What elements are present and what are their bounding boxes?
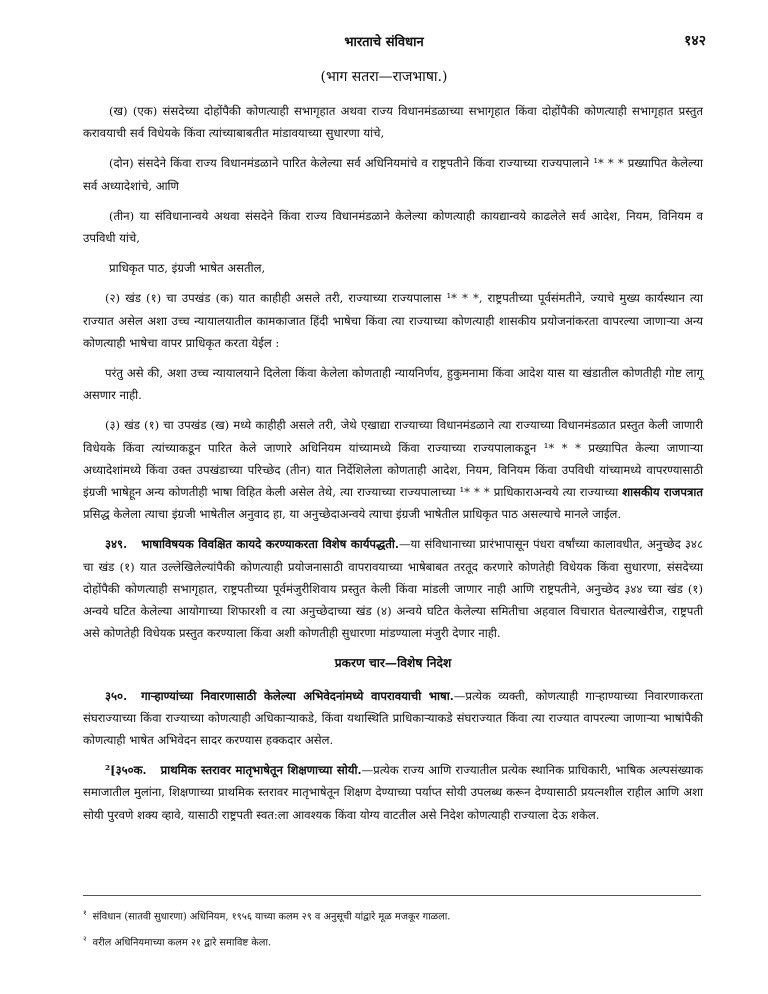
footnote-1 bbox=[83, 902, 703, 928]
article-350 bbox=[83, 685, 703, 752]
page-number: १४२ bbox=[684, 33, 706, 49]
clause-3-text-a: (३) खंड (१) चा उपखंड (ख) मध्ये काहीही असले तरी, जेथे एखाद्या राज्याच्या विधानमंडळाने त्या राज्याच्या विधानमंडळात प्रस्तुत केली जाणारी विधेयके किंवा त्यांच्याकडून पारित केले जाणारे अधिनियम यांच्यामध्ये किंवा राज्याच्या राज्यपालाकडून ¹* * * प्रख्यापित केल्या जाणाऱ्या अध्यादेशांमध्ये किंवा उक्त उपखंडाच्या परिच्छेद (तीन) यात निर्देशिलेला कोणताही आदेश, नियम, विनियम किंवा उपविधी यांच्यामध्ये वापरण्यासाठी इंग्रजी भाषेहून अन्य कोणतीही भाषा विहित केली असेल तेथे, त्या राज्याच्या राज्यपालाच्या ¹* * * प्राधिकाराअन्वये त्या राज्याच्या bbox=[83, 418, 703, 500]
running-title: भारताचे संविधान bbox=[344, 35, 424, 50]
proviso: परंतु असे की, अशा उच्च न्यायालयाने दिलेला किंवा केलेला कोणताही न्यायनिर्णय, हुकुमनामा किंवा आदेश यास या खंडातील कोणतीही गोष्ट लागू असणार नाही. bbox=[83, 366, 703, 403]
clause-1b-ii: (दोन) संसदेने किंवा राज्य विधानमंडळाने पारित केलेल्या सर्व अधिनियमांचे व राष्ट्रपतीने किंवा राज्याच्या राज्यपालाने ¹* * * प्रख्यापित केलेल्या सर्व अध्यादेशांचे, आणि bbox=[83, 156, 703, 193]
article-350-title: गाऱ्हाण्यांच्या निवारणासाठी केलेल्या अभिवेदनांमध्ये वापरावयाची भाषा. bbox=[141, 688, 454, 703]
clause-2: (२) खंड (१) चा उपखंड (क) यात काहीही असले तरी, राज्याच्या राज्यपालास ¹* * *, राष्ट्रपतीच्या पूर्वसंमतीने, ज्याचे मुख्य कार्यस्थान त्या राज्यात असेल अशा उच्च न्यायालयातील कामकाजात हिंदी भाषेचा किंवा त्या राज्याच्या कोणत्याही शासकीय प्रयोजनांकरता वापरल्या जाणाऱ्या अन्य कोणत्याही भाषेचा वापर प्राधिकृत करता येईल : bbox=[83, 291, 703, 350]
footnotes bbox=[83, 902, 703, 955]
article-349-title: भाषाविषयक विवक्षित कायदे करण्याकरता विशेष कार्यपद्धती. bbox=[141, 537, 399, 552]
article-350-number: ३५०. bbox=[105, 688, 128, 703]
part-heading: (भाग सतरा—राजभाषा.) bbox=[320, 69, 448, 85]
footnote-1-text: संविधान (सातवी सुधारणा) अधिनियम, १९५६ याच्या कलम २९ व अनुसूची यांद्वारे मूळ मजकूर गाळला. bbox=[92, 911, 451, 923]
footnote-divider bbox=[83, 895, 701, 896]
footnote-1-mark: १ bbox=[83, 909, 87, 917]
article-350a-number: ²[३५०क. bbox=[105, 763, 147, 778]
article-349 bbox=[83, 533, 703, 644]
footnote-2 bbox=[83, 928, 703, 954]
chapter-heading: प्रकरण चार—विशेष निदेश bbox=[334, 656, 452, 671]
article-350a bbox=[83, 759, 703, 826]
clause-1b-i: (ख) (एक) संसदेच्या दोहोंपैकी कोणत्याही सभागृहात अथवा राज्य विधानमंडळाच्या सभागृहात किंवा दोहोंपैकी कोणत्याही सभागृहात प्रस्तुत करावयाची सर्व विधेयके किंवा त्यांच्याबाबतीत मांडावयाच्या सुधारणा यांचे, bbox=[83, 104, 703, 141]
clause-1b-iii: (तीन) या संविधानान्वये अथवा संसदेने किंवा राज्य विधानमंडळाने केलेल्या कोणत्याही कायद्यान्वये काढलेले सर्व आदेश, नियम, विनियम व उपविधी यांचे, bbox=[83, 208, 703, 246]
footnote-2-text: वरील अधिनियमाच्या कलम २१ द्वारे समाविष्ट केला. bbox=[92, 937, 272, 949]
article-350a-title: प्राथमिक स्तरावर मातृभाषेतून शिक्षणाच्या सोयी. bbox=[160, 763, 362, 778]
authoritative-text-line: प्राधिकृत पाठ, इंग्रजी भाषेत असतील, bbox=[109, 261, 266, 276]
clause-3 bbox=[83, 414, 703, 525]
article-349-text: —या संविधानाच्या प्रारंभापासून पंधरा वर्षांच्या कालावधीत, अनुच्छेद ३४८ चा खंड (१) यात उल्लेखिलेल्यांपैकी कोणत्याही प्रयोजनासाठी वापरावयाच्या भाषेबाबत तरतूद करणारे कोणतेही विधेयक किंवा सुधारणा, संसदेच्या दोहोंपैकी कोणत्याही सभागृहात, राष्ट्रपतीच्या पूर्वमंजुरीशिवाय प्रस्तुत केली किंवा मांडली जाणार नाही आणि राष्ट्रपतीने, अनुच्छेद ३४४ च्या खंड (१) अन्वये घटित केलेल्या आयोगाच्या शिफारशी व त्या अनुच्छेदाच्या खंड (४) अन्वये घटित केलेल्या समितीचा अहवाल विचारात घेतल्याखेरीज, राष्ट्रपती असे कोणतेही विधेयक प्रस्तुत करण्याला किंवा अशी कोणतीही सुधारणा मांडण्याला मंजुरी देणार नाही. bbox=[83, 537, 703, 641]
article-350a-text: —प्रत्येक राज्य आणि राज्यातील प्रत्येक स्थानिक प्राधिकारी, भाषिक अल्पसंख्याक समाजातील मुलांना, शिक्षणाच्या प्राथमिक स्तरावर मातृभाषेतून शिक्षण देण्याच्या पर्याप्त सोयी उपलब्ध करून देण्यासाठी प्रयत्नशील राहील आणि अशा सोयी पुरवणे शक्य व्हावे, यासाठी राष्ट्रपती स्वत:ला आवश्यक किंवा योग्य वाटतील असे निदेश कोणत्याही राज्याला देऊ शकेल. bbox=[83, 763, 703, 822]
clause-3-text-b: प्रसिद्ध केलेला त्याचा इंग्रजी भाषेतील अनुवाद हा, या अनुच्छेदाअन्वये त्याचा इंग्रजी भाषेतील प्राधिकृत पाठ असल्याचे मानले जाईल. bbox=[83, 507, 622, 522]
official-gazette-term: शासकीय राजपत्रात bbox=[622, 485, 703, 500]
body-text bbox=[83, 100, 703, 834]
article-350-text: —प्रत्येक व्यक्ती, कोणत्याही गाऱ्हाण्याच्या निवारणाकरता संघराज्याच्या किंवा राज्याच्या कोणत्याही अधिकाऱ्याकडे, किंवा यथास्थिति प्राधिकाऱ्याकडे संघराज्यात किंवा त्या राज्यात वापरल्या जाणाऱ्या भाषांपैकी कोणत्याही भाषेत अभिवेदन सादर करण्यास हक्कदार असेल. bbox=[83, 688, 703, 748]
footnote-2-mark: २ bbox=[83, 935, 87, 944]
article-349-number: ३४९. bbox=[105, 537, 128, 552]
